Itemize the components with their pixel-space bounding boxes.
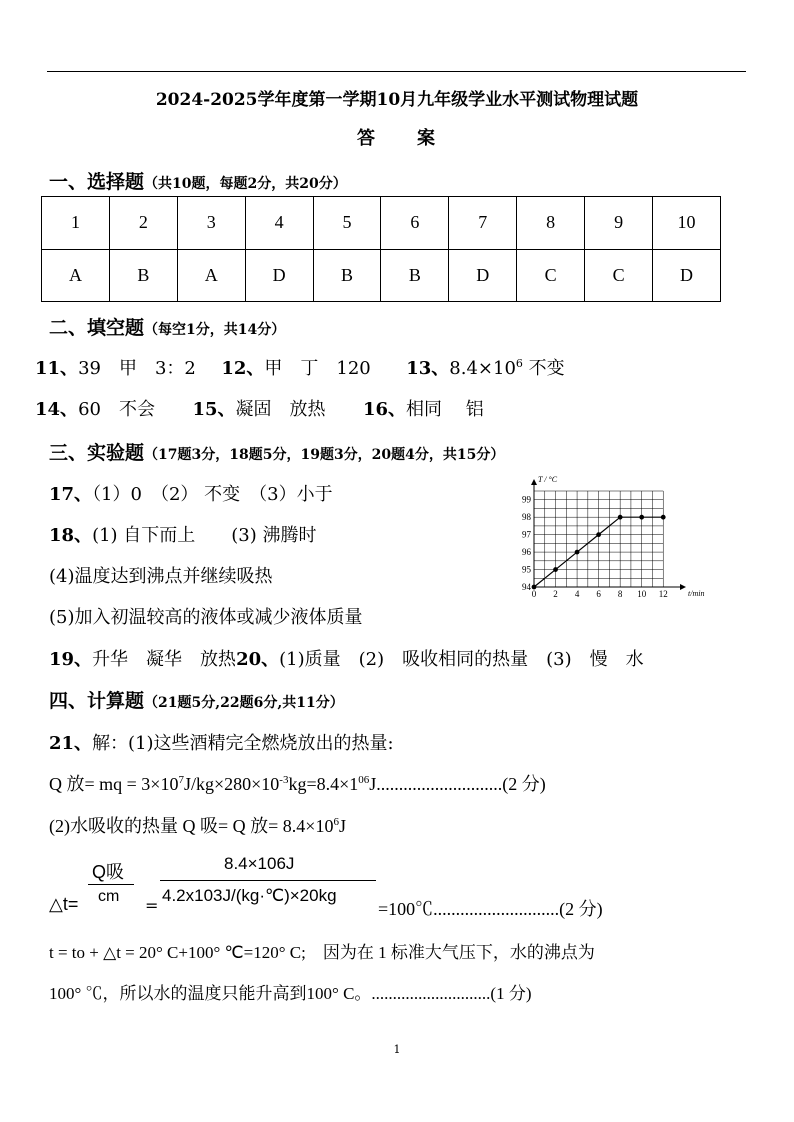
answer-18 [49, 521, 317, 547]
table-cell: C [585, 249, 653, 302]
equation-part: Q 放= mq = 3×10 [49, 774, 179, 794]
fill-line-1 [35, 354, 565, 380]
temperature-time-chart [512, 470, 722, 600]
answer-text: (1) 自下而上 (3) 沸腾时 [92, 525, 317, 546]
choice-answer-table [41, 196, 721, 302]
delta-t-result: =100℃............................(2 分) [378, 899, 603, 919]
section-choice-note: （共10题，每题2分，共20分） [144, 176, 347, 192]
fraction2-numerator: 8.4×106J [224, 854, 295, 873]
section-fill-title: 二、填空题 [49, 317, 145, 339]
x-tick-label: 2 [553, 589, 558, 599]
exponent: 6 [515, 357, 523, 370]
table-cell: 6 [381, 197, 449, 250]
table-cell: D [653, 249, 721, 302]
fill-line-2 [35, 395, 484, 421]
answer-17 [49, 480, 333, 506]
answer-text: 相同 铝 [406, 399, 484, 420]
question-number: 12、 [221, 358, 265, 379]
table-cell: 9 [585, 197, 653, 250]
exponent: 6 [333, 816, 339, 828]
section-calc-note: （21题5分,22题6分,共11分） [144, 695, 344, 711]
table-cell: A [177, 249, 245, 302]
equation-part: kg=8.4×1 [288, 774, 359, 794]
section-calc-heading [49, 686, 344, 713]
table-cell: 10 [653, 197, 721, 250]
fraction2-denominator: 4.2x103J/(kg·℃)×20kg [162, 886, 337, 905]
answer-text: (1)质量 (2) 吸收相同的热量 (3) 慢 水 [279, 649, 644, 670]
table-cell: 7 [449, 197, 517, 250]
chart-ticks [522, 495, 668, 599]
section-fill-heading [49, 313, 285, 340]
equation-part: J............................(2 分) [369, 774, 546, 794]
question-number: 11、 [35, 358, 79, 379]
data-point [575, 550, 580, 555]
y-axis-arrow [531, 479, 537, 485]
answer-text: 39 甲 3：2 [78, 358, 196, 379]
x-tick-label: 6 [596, 589, 601, 599]
data-point [553, 567, 558, 572]
table-cell: A [42, 249, 110, 302]
question-number: 17、 [49, 484, 93, 505]
table-row-numbers [42, 197, 721, 250]
fraction1-denominator: cm [98, 888, 120, 905]
delta-t-label: △t= [49, 894, 79, 914]
data-point [532, 585, 537, 590]
x-tick-label: 10 [637, 589, 647, 599]
chart-grid [534, 491, 663, 587]
answer-18-4: (4)温度达到沸点并继续吸热 [49, 566, 273, 587]
y-tick-label: 99 [522, 494, 531, 505]
final-temperature-line-1: t = to + △t = 20° C+100° ℃=120° C; 因为在 1 标准大气压下，水的沸点为 [49, 943, 595, 962]
table-cell: 4 [245, 197, 313, 250]
answer-text: 不变 [522, 358, 565, 379]
data-point [639, 515, 644, 520]
question-number: 18、 [49, 525, 93, 546]
answer-text: 甲 丁 120 [264, 358, 371, 379]
fraction1-numerator: Q吸 [92, 862, 125, 882]
x-axis-arrow [680, 584, 686, 590]
fraction2-bar [160, 880, 376, 881]
answer-text: 60 不会 [78, 399, 155, 420]
section-experiment-title: 三、实验题 [49, 442, 145, 464]
equation-part: (2)水吸收的热量 Q 吸= Q 放= 8.4×10 [49, 816, 334, 836]
x-tick-label: 0 [531, 589, 537, 599]
data-point [596, 532, 601, 537]
question-number: 13、 [406, 358, 450, 379]
section-experiment-heading [49, 438, 504, 465]
header-rule [47, 71, 746, 72]
page-number: 1 [393, 1043, 401, 1056]
equation-part: J/kg×280×10 [183, 774, 280, 794]
y-tick-label: 95 [522, 564, 531, 575]
data-point [618, 515, 623, 520]
table-cell: 5 [313, 197, 381, 250]
exponent: -3 [279, 774, 289, 786]
chart-xlabel: t/min [688, 589, 705, 598]
y-tick-label: 94 [522, 582, 531, 592]
y-tick-label: 98 [522, 512, 531, 523]
fraction1-bar [88, 884, 134, 885]
answer-text: 升华 凝华 放热 [92, 649, 237, 670]
question-number: 15、 [192, 399, 236, 420]
table-cell: C [517, 249, 585, 302]
table-row-answers [42, 249, 721, 302]
table-cell: D [245, 249, 313, 302]
table-cell: 8 [517, 197, 585, 250]
question-number: 20、 [236, 649, 280, 670]
question-number: 19、 [49, 649, 93, 670]
answer-text: 凝固 放热 [235, 399, 326, 420]
equals-sign: = [145, 896, 159, 915]
table-cell: D [449, 249, 517, 302]
x-tick-label: 12 [658, 589, 668, 599]
question-number: 14、 [35, 399, 79, 420]
y-tick-label: 96 [522, 547, 531, 558]
table-cell: 3 [177, 197, 245, 250]
table-cell: 2 [109, 197, 177, 250]
data-point [661, 515, 666, 520]
equation-part: J [338, 816, 346, 836]
answer-text: 8.4×10 [449, 358, 516, 379]
chart-ylabel: T / °C [538, 475, 558, 484]
answer-text: 解：(1)这些酒精完全燃烧放出的热量: [92, 733, 394, 754]
y-tick-label: 97 [522, 529, 531, 540]
answer-heading: 答 案 [357, 128, 437, 149]
exponent: 06 [358, 774, 370, 786]
question-number: 21、 [49, 733, 93, 754]
section-calc-title: 四、计算题 [49, 690, 145, 712]
equation-heat-released [49, 770, 546, 796]
table-cell: B [313, 249, 381, 302]
answer-19-20 [49, 645, 644, 671]
x-tick-label: 4 [574, 589, 580, 599]
answer-21-intro [49, 729, 394, 755]
answer-18-5: (5)加入初温较高的液体或减少液体质量 [49, 607, 363, 628]
section-fill-note: （每空1分，共14分） [144, 322, 286, 338]
equation-heat-absorbed [49, 812, 346, 838]
section-choice-heading [49, 167, 347, 194]
final-temperature-line-2: 100° ℃，所以水的温度只能升高到100° C。............................(1 分) [49, 984, 532, 1003]
page-title: 2024-2025学年度第一学期10月九年级学业水平测试物理试题 [155, 90, 639, 110]
x-tick-label: 8 [617, 589, 623, 599]
section-choice-title: 一、选择题 [49, 171, 145, 193]
section-experiment-note: （17题3分，18题5分，19题3分，20题4分，共15分） [144, 447, 505, 463]
exponent: 7 [178, 774, 184, 786]
table-cell: B [381, 249, 449, 302]
question-number: 16、 [362, 399, 407, 420]
table-cell: 1 [42, 197, 110, 250]
table-cell: B [109, 249, 177, 302]
answer-text: （1）0 （2） 不变 （3）小于 [92, 484, 333, 505]
